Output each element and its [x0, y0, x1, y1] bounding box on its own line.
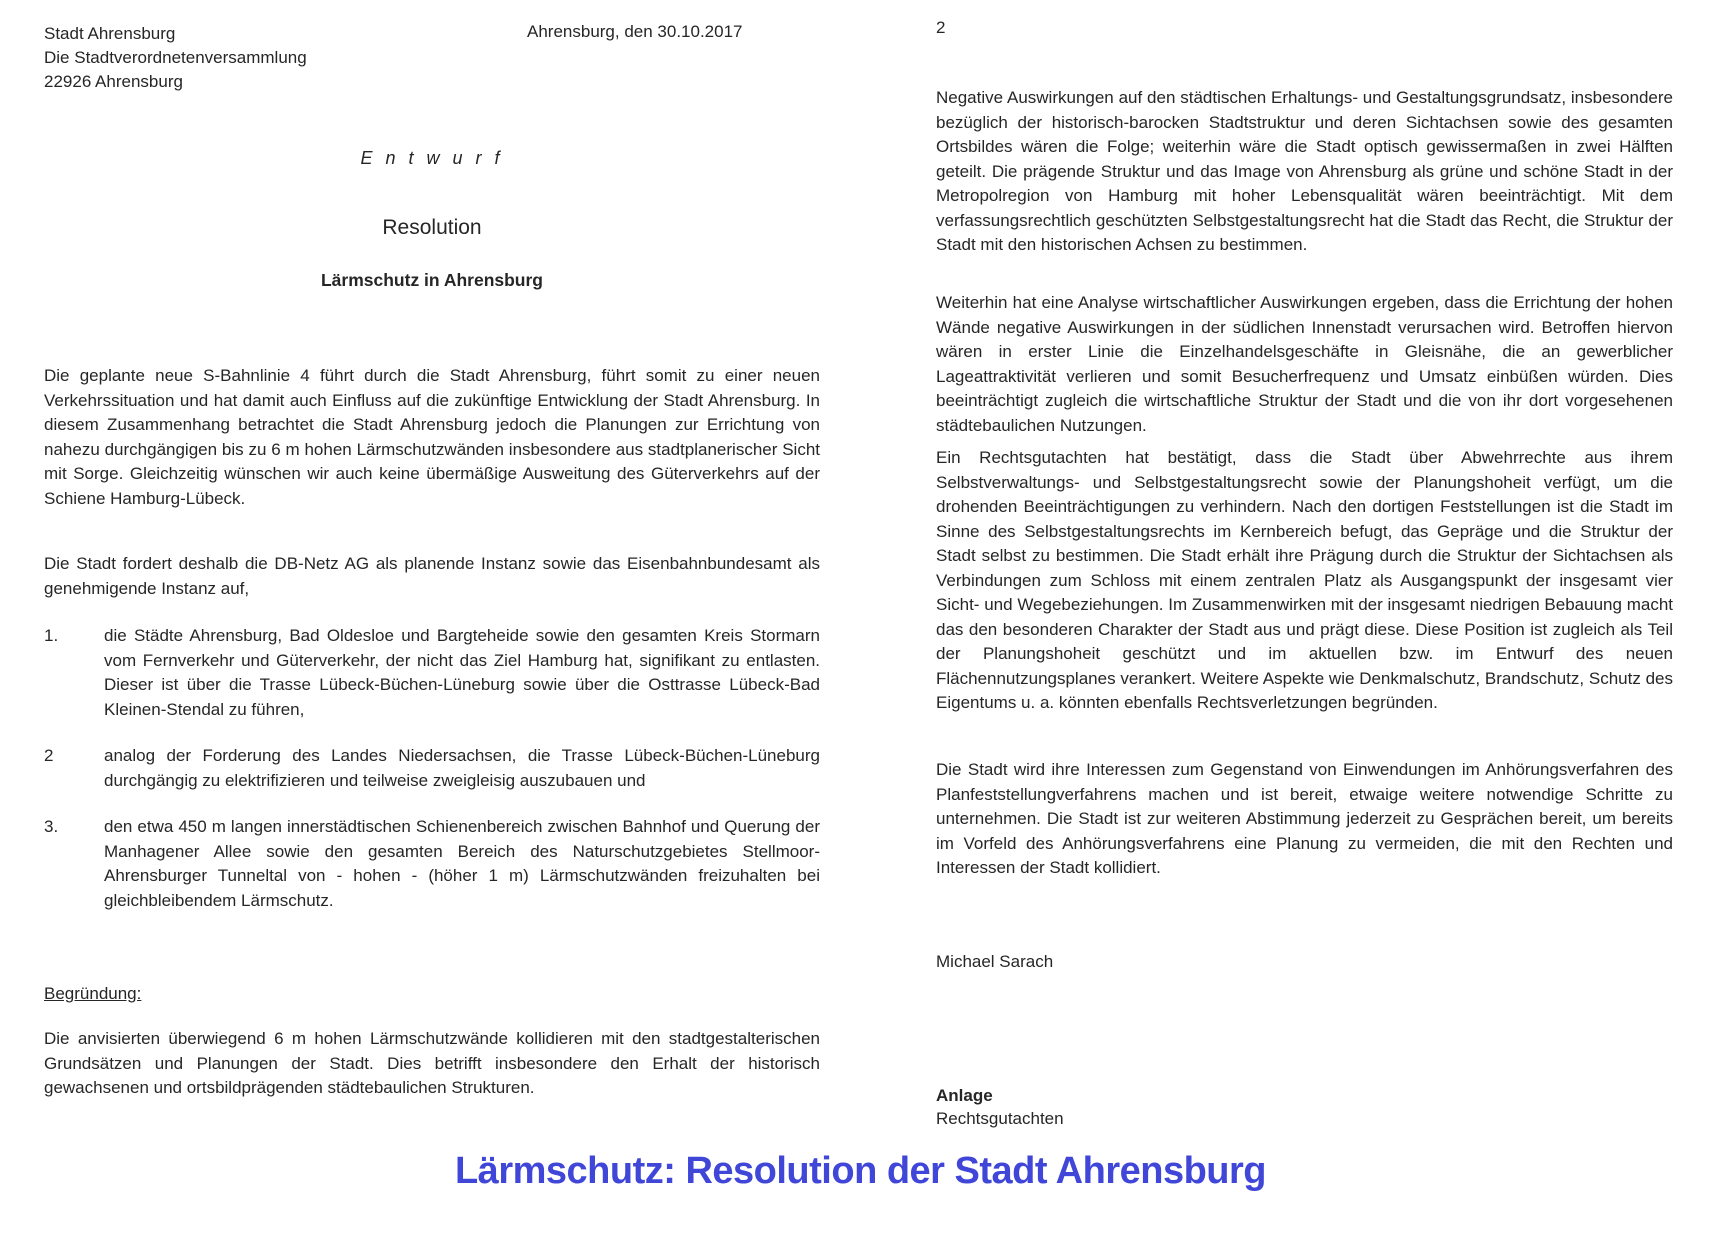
- draft-label: E n t w u r f: [360, 148, 504, 168]
- sender-line: Die Stadtverordnetenversammlung: [44, 48, 307, 67]
- signature-name: Michael Sarach: [936, 952, 1054, 971]
- demand-list: [44, 624, 820, 935]
- paragraph: Negative Auswirkungen auf den städtischen Erhaltungs- und Gestaltungsgrundsatz, insbesondere bezüglich der historisch-barocken Stadtstruktur und deren Sichtachsen sowie des gesamten Ortsbildes wären die Folge; weiterhin wäre die Stadt optisch gewissermaßen in zwei Hälften geteilt. Die prägende Struktur und das Image von Ahrensburg als grüne und schöne Stadt in der Metropolregion von Hamburg mit hoher Lebensqualität wären beeinträchtigt. Mit dem verfassungsrechtlich geschützten Selbstgestaltungsrecht hat die Stadt das Recht, die Struktur der Stadt mit den historischen Achsen zu bestimmen.: [936, 88, 1673, 254]
- list-item-text: analog der Forderung des Landes Niedersachsen, die Trasse Lübeck-Büchen-Lüneburg durchgängig zu elektrifizieren und teilweise zweigleisig auszubauen und: [104, 746, 820, 790]
- list-item: [44, 624, 820, 722]
- sender-line: 22926 Ahrensburg: [44, 72, 183, 91]
- paragraph: Die geplante neue S-Bahnlinie 4 führt durch die Stadt Ahrensburg, führt somit zu einer neuen Verkehrssituation und hat damit auch Einfluss auf die zukünftige Entwicklung der Stadt Ahrensburg. In diesem Zusammenhang betrachtet die Stadt Ahrensburg jedoch die Planungen zur Errichtung von nahezu durchgängigen bis zu 6 m hohen Lärmschutzwänden insbesondere aus stadtplanerischer Sicht mit Sorge. Gleichzeitig wünschen wir auch keine übermäßige Ausweitung des Güterverkehrs auf der Schiene Hamburg-Lübeck.: [44, 366, 820, 508]
- list-item-number: 3.: [44, 817, 59, 836]
- paragraph: Weiterhin hat eine Analyse wirtschaftlicher Auswirkungen ergeben, dass die Errichtung der hohen Wände negative Auswirkungen in der südlichen Innenstadt verursachen wird. Betroffen hiervon wären in erster Linie die Einzelhandelsgeschäfte in Gleisnähe, die an gewerblicher Lageattraktivität verlieren und somit Besucherfrequenz und Umsatz einbüßen würden. Dies beeinträchtigt zugleich die wirtschaftliche Struktur der Stadt und die von ihr dort vorgesehenen städtebaulichen Nutzungen.: [936, 293, 1673, 435]
- paragraph: Die Stadt wird ihre Interessen zum Gegenstand von Einwendungen im Anhörungsverfahren des Planfeststellungverfahrens machen und ist bereit, etwaige weitere notwendige Schritte zu unternehmen. Die Stadt ist zur weiteren Abstimmung jederzeit zu Gesprächen bereit, um bereits im Vorfeld des Anhörungsverfahrens eine Planung zu vermeiden, die mit den Rechten und Interessen der Stadt kollidiert.: [936, 760, 1673, 877]
- document-subtitle: Lärmschutz in Ahrensburg: [320, 270, 543, 290]
- reason-heading: Begründung:: [44, 984, 142, 1003]
- list-item-number: 2: [44, 746, 54, 765]
- document-title: Resolution: [382, 216, 482, 239]
- list-item-text: den etwa 450 m langen innerstädtischen Schienenbereich zwischen Bahnhof und Querung der Manhagener Allee sowie den gesamten Bereich des Naturschutzgebietes Stellmoor-Ahrensburger Tunneltal von - hohen - (höher 1 m) Lärmschutzwänden freizuhalten bei gleichbleibendem Lärmschutz.: [104, 817, 820, 910]
- caption-title: Lärmschutz: Resolution der Stadt Ahrensburg: [454, 1150, 1267, 1192]
- list-item: [44, 744, 820, 793]
- attachment-heading: Anlage: [936, 1086, 993, 1105]
- dateline: Ahrensburg, den 30.10.2017: [527, 22, 743, 41]
- list-item: [44, 815, 820, 913]
- sender-line: Stadt Ahrensburg: [44, 24, 176, 43]
- paragraph: Ein Rechtsgutachten hat bestätigt, dass die Stadt über Abwehrrechte aus ihrem Selbstverwaltungs- und Selbstgestaltungsrecht sowie der Planungshoheit verfügt, um die drohenden Beeinträchtigungen zu verhindern. Nach den dortigen Feststellungen ist die Stadt im Sinne des Selbstgestaltungsrechts im Kernbereich befugt, das Gepräge und die Struktur der Stadt selbst zu bestimmen. Die Stadt erhält ihre Prägung durch die Struktur der Sichtachsen als Verbindungen zum Schloss mit einem zentralen Platz als Ausgangspunkt der insgesamt vier Sicht- und Wegebeziehungen. Im Zusammenwirken mit der insgesamt niedrigen Bebauung macht das den besonderen Charakter der Stadt aus und prägt diese. Diese Position ist zugleich als Teil der Planungshoheit geschützt und im aktuellen bzw. im Entwurf des neuen Flächennutzungsplanes verankert. Weitere Aspekte wie Denkmalschutz, Brandschutz, Schutz des Eigentums u. a. könnten ebenfalls Rechtsverletzungen begründen.: [936, 448, 1673, 712]
- list-item-number: 1.: [44, 626, 59, 645]
- paragraph: Die anvisierten überwiegend 6 m hohen Lärmschutzwände kollidieren mit den stadtgestalterischen Grundsätzen und Planungen der Stadt. Dies betrifft insbesondere den Erhalt der historisch gewachsenen und ortsbildprägenden städtebaulichen Strukturen.: [44, 1029, 820, 1097]
- page-number: 2: [936, 18, 946, 37]
- attachment-item: Rechtsgutachten: [936, 1109, 1064, 1128]
- list-item-text: die Städte Ahrensburg, Bad Oldesloe und Bargteheide sowie den gesamten Kreis Stormarn vom Fernverkehr und Güterverkehr, der nicht das Ziel Hamburg hat, signifikant zu entlasten. Dieser ist über die Trasse Lübeck-Büchen-Lüneburg sowie über die Osttrasse Lübeck-Bad Kleinen-Stendal zu führen,: [104, 626, 820, 719]
- paragraph: Die Stadt fordert deshalb die DB-Netz AG als planende Instanz sowie das Eisenbahnbundesamt als genehmigende Instanz auf,: [44, 554, 820, 598]
